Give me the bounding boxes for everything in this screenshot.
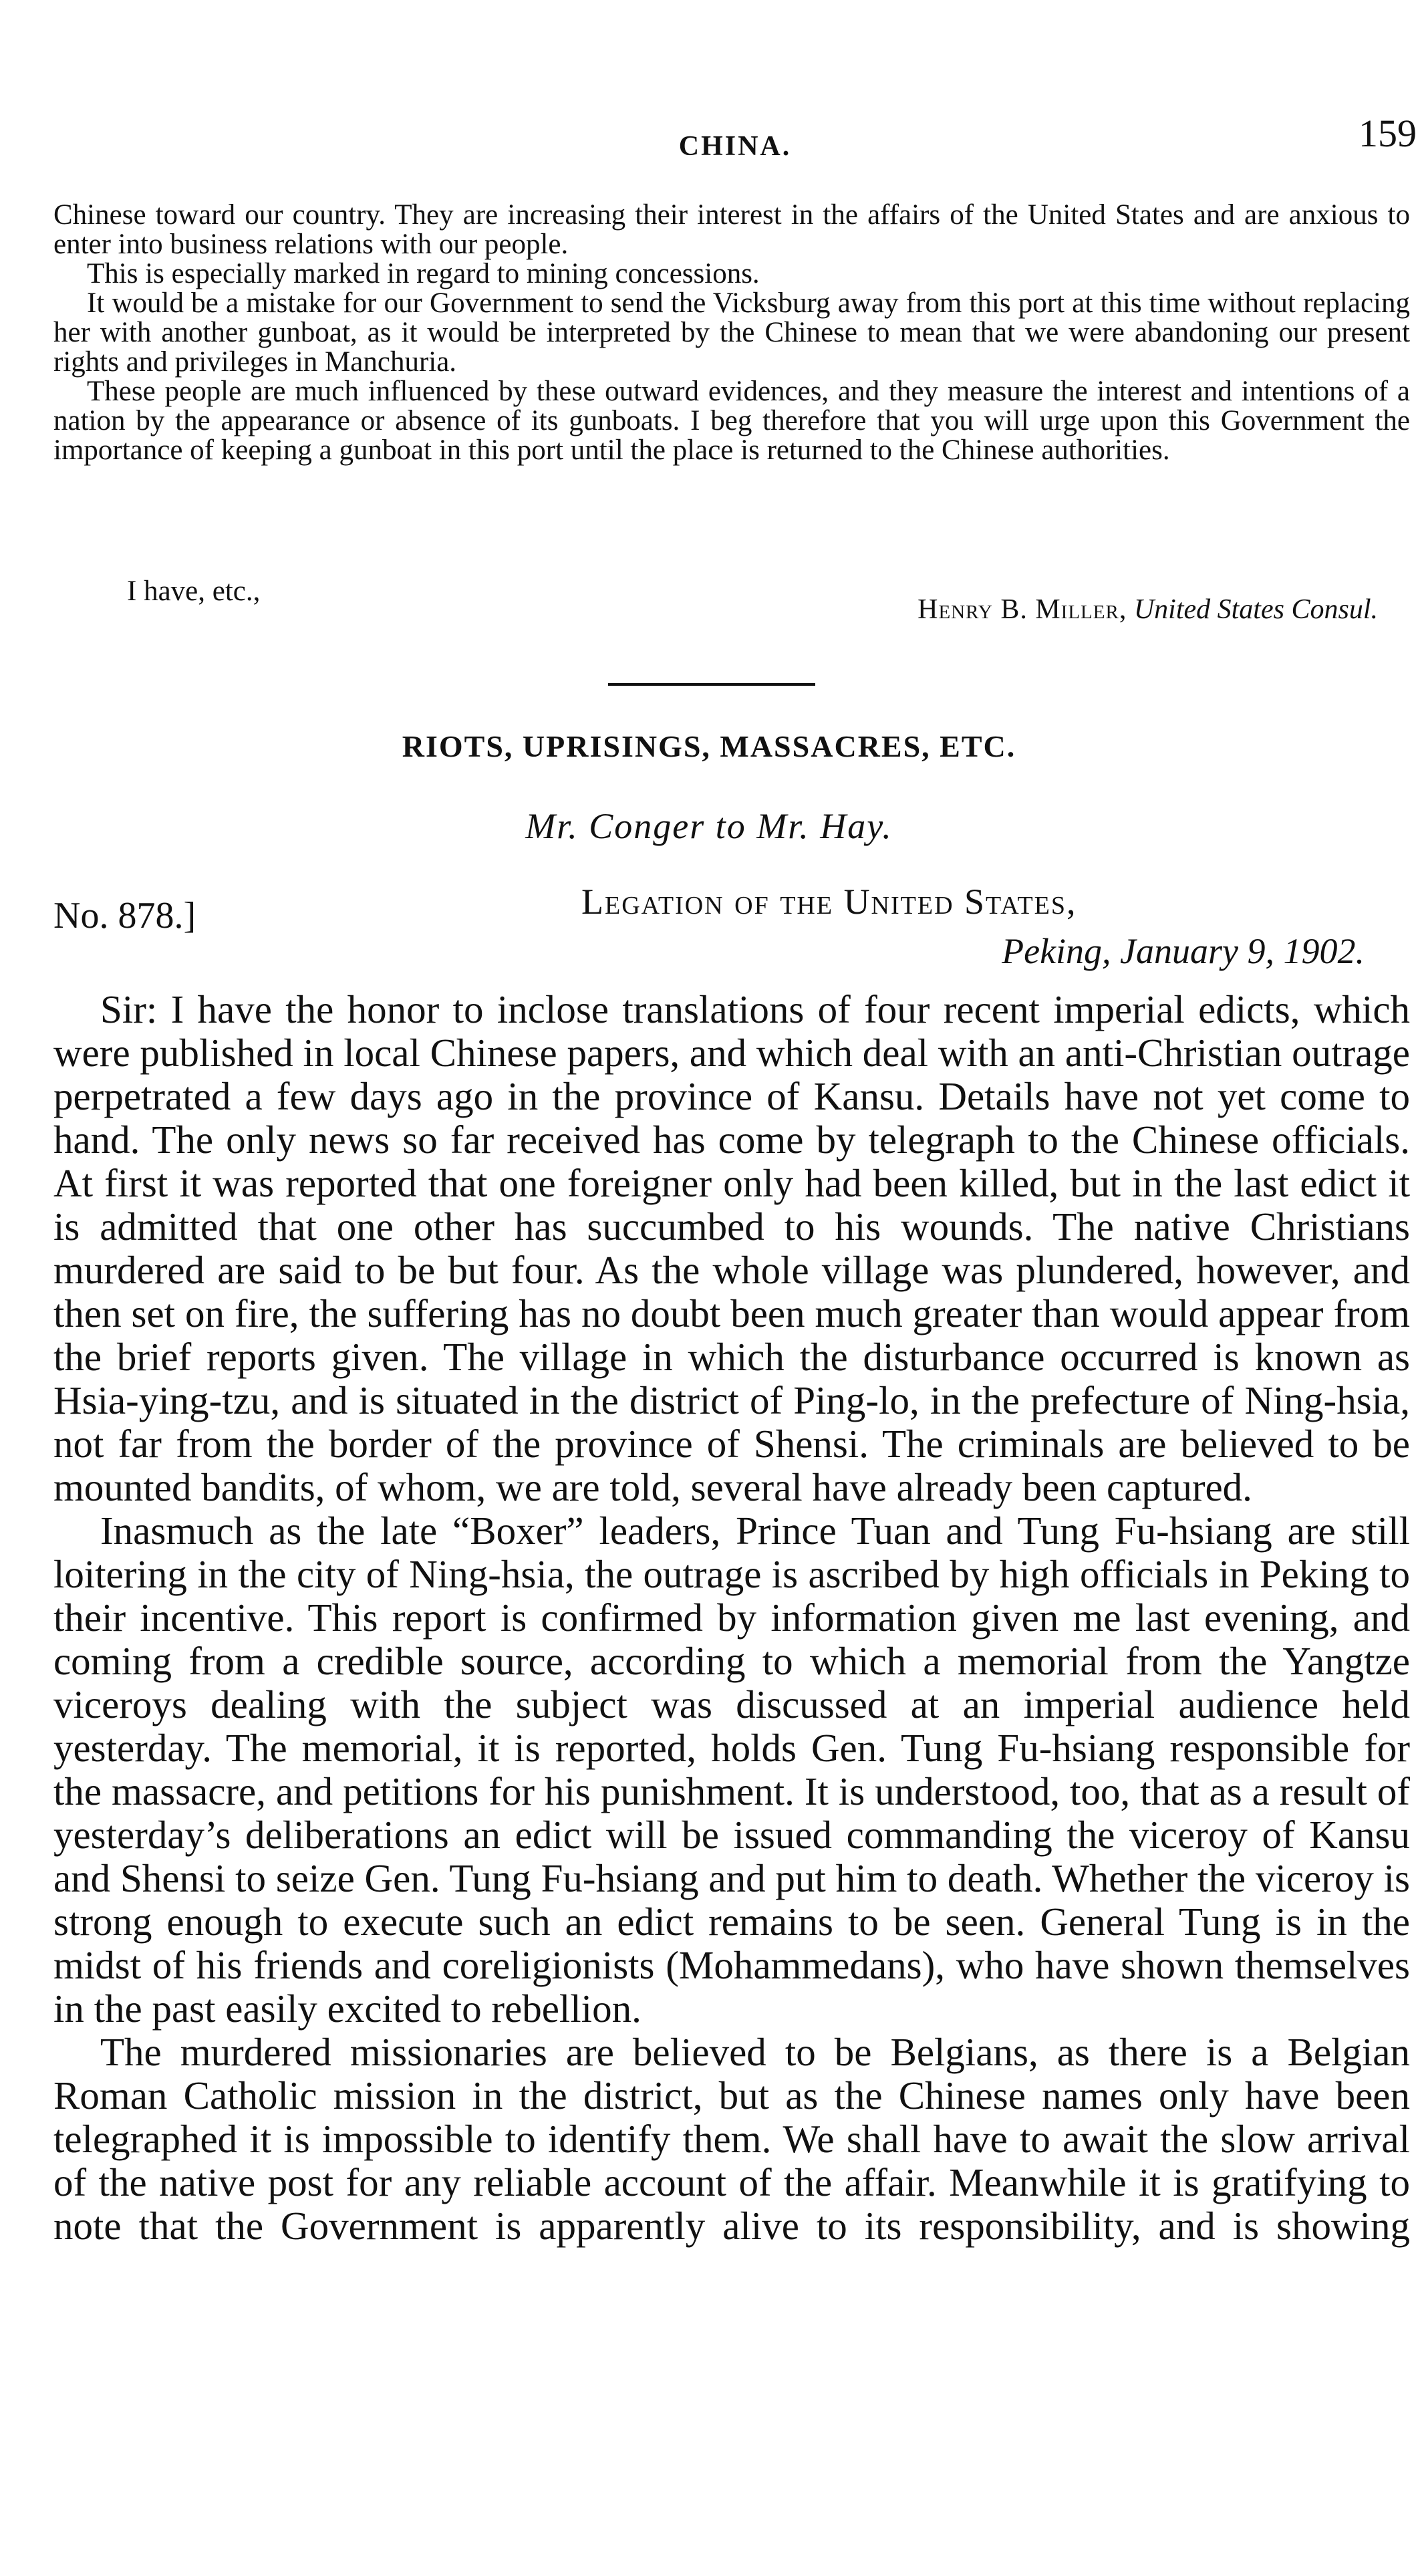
signature-title: United States Consul. — [1133, 594, 1378, 625]
paragraph: It would be a mistake for our Government to send the Vicksburg away from this port at this time without replacing her with another gunboat, as it would be interpreted by the Chinese to mean that we were abandoning our present rights and privileges in Manchuria. — [53, 287, 1410, 378]
previous-letter-body — [53, 201, 1410, 465]
paragraph: This is especially marked in regard to mining concessions. — [87, 258, 760, 289]
paragraph: Sir: I have the honor to inclose translations of four recent imperial edicts, which were published in local Chinese papers, and which deal with an anti-Christian outrage perpetrated a few days ago in the province of Kansu. Details have not yet come to hand. The only news so far received has come by telegraph to the Chinese officials. At first it was reported that one foreigner only had been killed, but in the last edict it is admitted that one other has succumbed to his wounds. The native Christians murdered are said to be but four. As the whole village was plundered, however, and then set on fire, the suffering has no doubt been much greater than would appear from the brief reports given. The village in which the disturbance occurred is known as Hsia-ying-tzu, and is situated in the district of Ping-lo, in the prefecture of Ning-hsia, not far from the border of the province of Shensi. The criminals are believed to be mounted bandits, of whom, we are told, several have already been captured. — [53, 987, 1410, 1509]
page-header — [53, 100, 1417, 160]
section-divider — [608, 683, 815, 686]
closing: I have, etc., — [127, 575, 261, 607]
paragraph: The murdered missionaries are believed to be Belgians, as there is a Belgian Roman Catholic mission in the district, but as the Chinese names only have been telegraphed it is impossible to identify them. We shall have to await the slow arrival of the native post for any reliable account of the affair. Meanwhile it is gratifying to note that the Government is apparently alive to its responsibility, and is showing — [53, 2030, 1410, 2248]
letter-body — [53, 988, 1410, 2248]
signature — [917, 594, 1378, 626]
letter-heading: Mr. Conger to Mr. Hay. — [525, 806, 893, 846]
paragraph: Inasmuch as the late “Boxer” leaders, Prince Tuan and Tung Fu-hsiang are still loitering in the city of Ning-hsia, the outrage is ascribed by high officials in Peking to their incentive. This report is confirmed by information given me last evening, and coming from a credible source, according to which a memorial from the Yangtze viceroys dealing with the subject was discussed at an imperial audience held yesterday. The memorial, it is reported, holds Gen. Tung Fu-hsiang responsible for the massacre, and petitions for his punishment. It is understood, too, that as a result of yesterday’s deliberations an edict will be issued commanding the viceroy of Kansu and Shensi to seize Gen. Tung Fu-hsiang and put him to death. Whether the viceroy is strong enough to execute such an edict remains to be seen. General Tung is in the midst of his friends and coreligionists (Mohammedans), who have shown themselves in the past easily excited to rebellion. — [53, 1509, 1410, 2031]
dateline: Peking, January 9, 1902. — [1002, 931, 1365, 971]
signature-name: Henry B. Miller, — [917, 594, 1127, 625]
section-title: RIOTS, UPRISINGS, MASSACRES, ETC. — [402, 729, 1016, 763]
page-number: 159 — [1359, 112, 1417, 155]
paragraph: Chinese toward our country. They are increasing their interest in the affairs of the United States and are anxious to enter into business relations with our people. — [53, 199, 1410, 260]
running-head: CHINA. — [678, 131, 792, 162]
legation-line: Legation of the United States, — [581, 882, 1077, 922]
document-number: No. 878.] — [53, 895, 196, 936]
paragraph: These people are much influenced by these outward evidences, and they measure the interest and intentions of a nation by the appearance or absence of its gunboats. I beg therefore that you will urge upon this Government the importance of keeping a gunboat in this port until the place is returned to the Chinese authorities. — [53, 376, 1410, 466]
